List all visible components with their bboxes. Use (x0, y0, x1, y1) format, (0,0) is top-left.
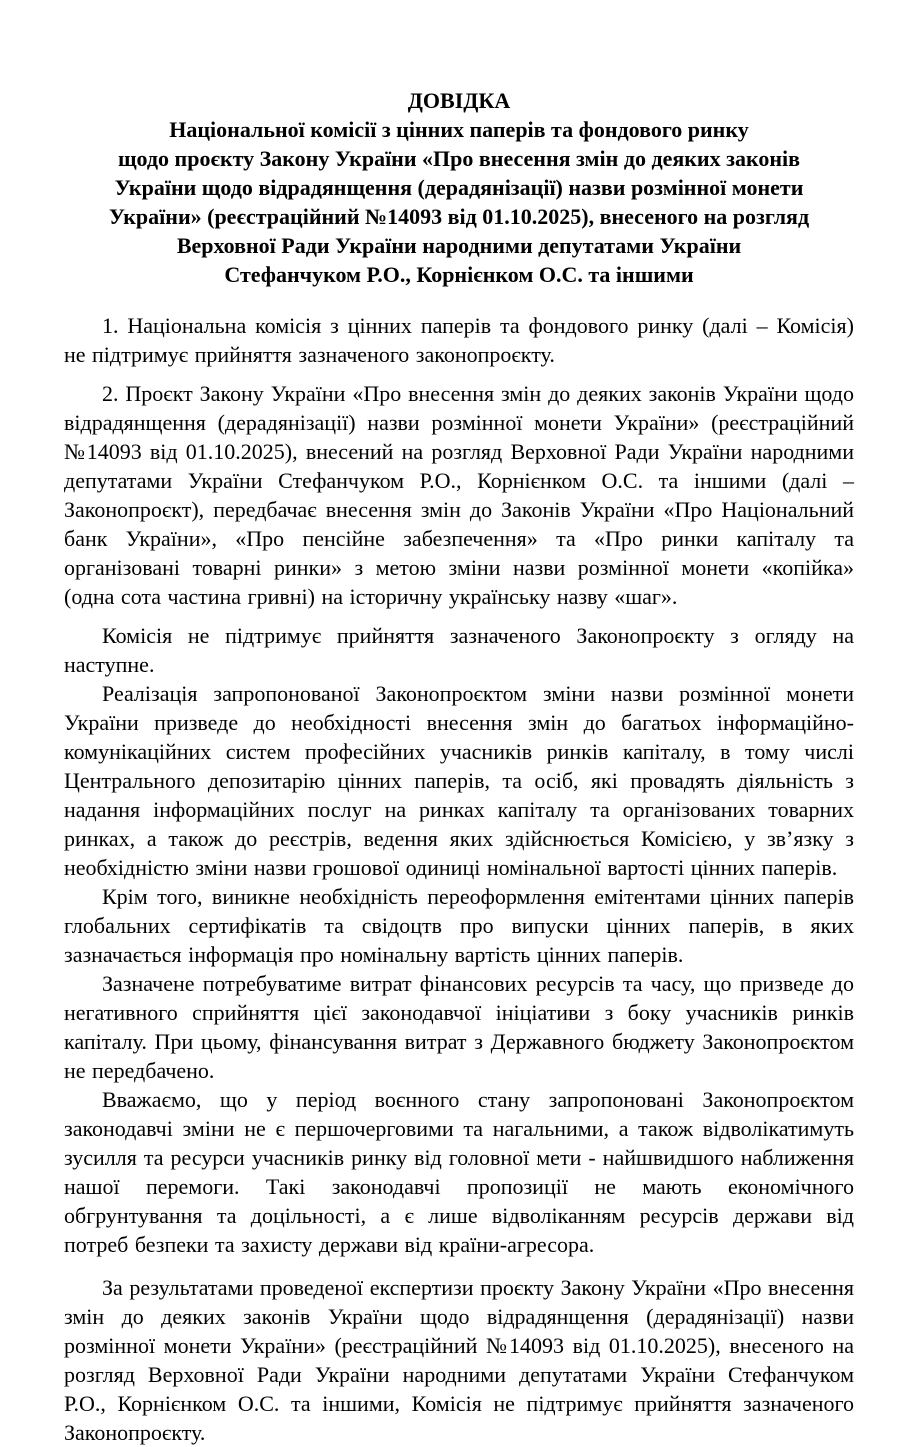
paragraph-8: За результатами проведеної експертизи проєкту Закону України «Про внесення змін до деяких законів України щодо відрадянщення (дерадянізації) назви розмінної монети України» (реєстраційний №14093 від 01.10.2025), внесеного на розгляд Верховної Ради України народними депутатами України Стефанчуком Р.О., Корнієнком О.С. та іншими, Комісія не підтримує прийняття зазначеного Законопроєкту. (64, 1275, 854, 1445)
title-line: Верховної Ради України народними депутатами України (176, 233, 742, 258)
paragraph-2: 2. Проєкт Закону України «Про внесення змін до деяких законів України щодо відрадянщення (дерадянізації) назви розмінної монети України» (реєстраційний №14093 від 01.10.2025), внесений на розгляд Верховної Ради України народними депутатами України Стефанчуком Р.О., Корнієнком О.С. та іншими (далі – Законопроєкт), передбачає внесення змін до Законів України «Про Національний банк України», «Про пенсійне забезпечення» та «Про ринки капіталу та організовані товарні ринки» з метою зміни назви розмінної монети «копійка» (одна сота частина гривні) на історичну українську назву «шаг». (64, 381, 854, 609)
paragraph-6: Зазначене потребуватиме витрат фінансових ресурсів та часу, що призведе до негативного сприйняття цієї законодавчої ініціативи з боку учасників ринків капіталу. При цьому, фінансування витрат з Державного бюджету Законопроєктом не передбачено. (64, 971, 854, 1083)
title-line: України» (реєстраційний №14093 від 01.10.2025), внесеного на розгляд (108, 204, 810, 229)
title-line: Національної комісії з цінних паперів та фондового ринку (169, 117, 749, 142)
title-line: України щодо відрадянщення (дерадянізації) назви розмінної монети (114, 175, 804, 200)
paragraph-3: Комісія не підтримує прийняття зазначеного Законопроєкту з огляду на наступне. (64, 623, 854, 677)
document-title (64, 86, 854, 289)
paragraph-7: Вважаємо, що у період воєнного стану запропоновані Законопроєктом законодавчі зміни не є першочерговими та нагальними, а також відволікатимуть зусилля та ресурси учасників ринку від головної мети - найшвидшого наближення нашої перемоги. Такі законодавчі пропозиції не мають економічного обгрунтування та доцільності, а є лише відволіканням ресурсів держави від потреб безпеки та захисту держави від країни-агресора. (64, 1087, 854, 1257)
paragraph-1: 1. Національна комісія з цінних паперів та фондового ринку (далі – Комісія) не підтримує прийняття зазначеного законопроєкту. (64, 313, 854, 367)
title-line: Стефанчуком Р.О., Корнієнком О.С. та іншими (224, 262, 694, 287)
title-line-dovidka: ДОВІДКА (407, 88, 511, 113)
paragraph-4: Реалізація запропонованої Законопроєктом зміни назви розмінної монети України призведе до необхідності внесення змін до багатьох інформаційно-комунікаційних систем професійних учасників ринків капіталу, в тому числі Центрального депозитарію цінних паперів, та осіб, які провадять діяльність з надання інформаційних послуг на ринках капіталу та організованих товарних ринках, а також до реєстрів, ведення яких здійснюється Комісією, у зв’язку з необхідністю зміни назви грошової одиниці номінальної вартості цінних паперів. (64, 681, 854, 880)
title-line: щодо проєкту Закону України «Про внесення змін до деяких законів (117, 146, 801, 171)
paragraph-5: Крім того, виникне необхідність переоформлення емітентами цінних паперів глобальних сертифікатів та свідоцтв про випуски цінних паперів, в яких зазначається інформація про номінальну вартість цінних паперів. (64, 884, 854, 967)
